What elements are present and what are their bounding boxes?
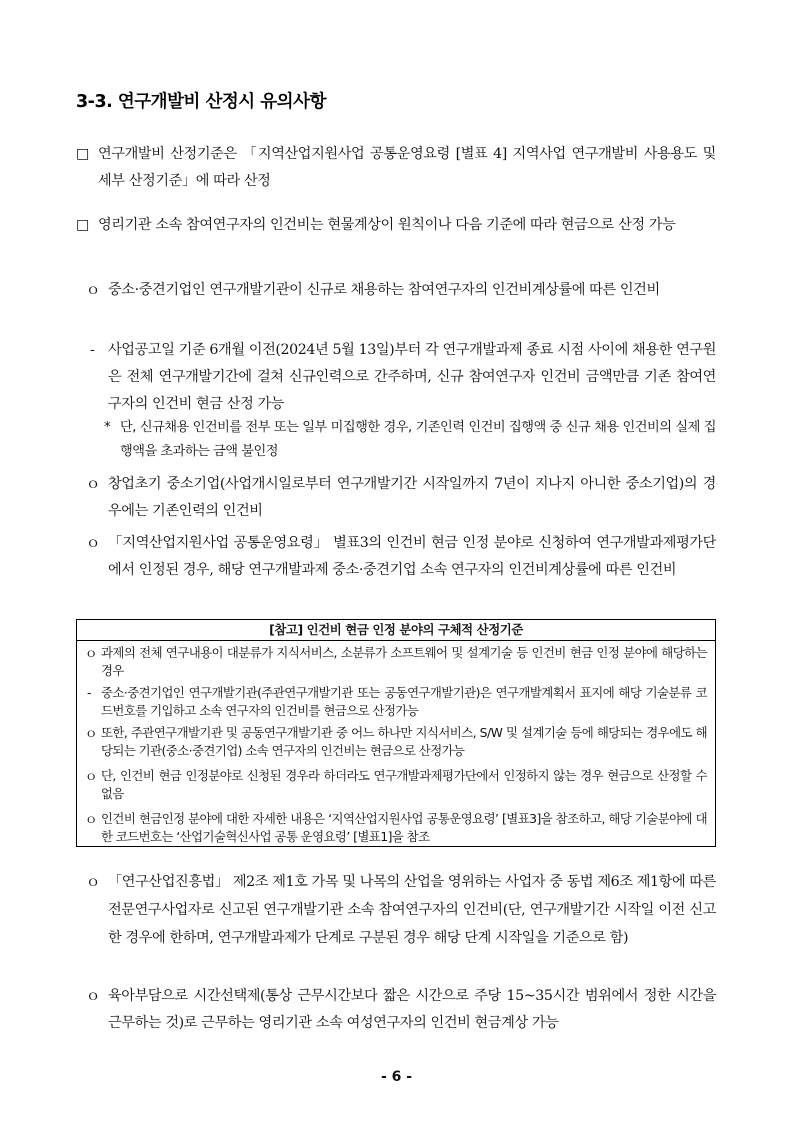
paragraph-text: 연구개발비 산정기준은 「지역산업지원사업 공통운영요령 [별표 4] 지역사업 연구개발비 사용용도 및 세부 산정기준」에 따라 산정	[98, 146, 716, 189]
paragraph-calculation-standard	[76, 141, 716, 195]
subitem-new-hire-period	[90, 337, 716, 418]
item-text: 중소·중견기업인 연구개발기관이 신규로 채용하는 참여연구자의 인건비계상률에 따른 인건비	[108, 282, 660, 298]
reference-item-see-appendix: ｏ 인건비 현금인정 분야에 대한 자세한 내용은 ‘지역산업지원사업 공통운영요령’ [별표3]을 참조하고, 해당 기술분야에 대한 코드번호는 ‘산업기술혁신사업 공통 운영요령’ [별표1]을 참조	[85, 811, 707, 844]
reference-item-classification-code: - 중소·중견기업인 연구개발기관(주관연구개발기관 또는 공동연구개발기관)은 연구개발계획서 표지에 해당 기술분류 코드번호를 기입하고 소속 연구자의 인건비를 현금으로 산정가능	[87, 685, 707, 718]
item-text: 「연구산업진흥법」 제2조 제1호 가목 및 나목의 산업을 영위하는 사업자 중 동법 제6조 제1항에 따른 전문연구사업자로 신고된 연구개발기관 소속 참여연구자의 인건비(단, 연구개발기간 시작일 이전 신고한 경우에 한하며, 연구개발과제가 단계로 구분된 경우 해당 단계 시작일을 기준으로 함)	[108, 874, 716, 946]
circle-bullet-icon: ｏ	[85, 725, 97, 740]
circle-bullet-icon: ｏ	[86, 874, 100, 890]
circle-bullet-icon: ｏ	[85, 645, 97, 660]
item-new-hire-personnel	[86, 277, 716, 304]
circle-bullet-icon: ｏ	[85, 811, 97, 826]
reference-box	[76, 619, 716, 847]
footnote-unspent-cost	[104, 416, 716, 464]
circle-bullet-icon: ｏ	[86, 476, 100, 492]
item-text: 「지역산업지원사업 공통운영요령」 별표3의 인건비 현금 인정 분야로 신청하여 연구개발과제평가단에서 인정된 경우, 해당 연구개발과제 중소·중견기업 소속 연구자의 인건비계상률에 따른 인건비	[108, 535, 716, 578]
reference-item-field-eligibility: ｏ 과제의 전체 연구내용이 대분류가 지식서비스, 소분류가 소프트웨어 및 설계기술 등 인건비 현금 인정 분야에 해당하는 경우	[85, 645, 707, 678]
circle-bullet-icon: ｏ	[86, 282, 100, 298]
item-part-time-female-researcher	[86, 983, 716, 1037]
section-title: 3-3. 연구개발비 산정시 유의사항	[76, 92, 326, 112]
asterisk-icon: *	[104, 420, 111, 435]
item-cash-recognized-field	[86, 530, 716, 584]
circle-bullet-icon: ｏ	[85, 768, 97, 783]
footnote-text: 단, 신규채용 인건비를 전부 또는 일부 미집행한 경우, 기존인력 인건비 집행액 중 신규 채용 인건비의 실제 집행액을 초과하는 금액 불인정	[120, 420, 716, 459]
square-bullet-icon: □	[76, 146, 90, 162]
reference-item-not-recognized: ｏ 단, 인건비 현금 인정분야로 신청된 경우라 하더라도 연구개발과제평가단에서 인정하지 않는 경우 현금으로 산정할 수 없음	[85, 768, 707, 801]
page-number: - 6 -	[380, 1069, 413, 1085]
dash-bullet-icon: -	[90, 342, 95, 358]
item-research-industry-act	[86, 868, 716, 952]
circle-bullet-icon: ｏ	[86, 535, 100, 551]
square-bullet-icon: □	[76, 217, 90, 233]
dash-bullet-icon: -	[87, 685, 91, 700]
item-text: 육아부담으로 시간선택제(통상 근무시간보다 짧은 시간으로 주당 15~35시간 범위에서 정한 시간을 근무하는 것)로 근무하는 영리기관 소속 여성연구자의 인건비 현금계상 가능	[108, 988, 716, 1031]
circle-bullet-icon: ｏ	[86, 988, 100, 1004]
reference-box-title: [참고] 인건비 현금 인정 분야의 구체적 산정기준	[77, 620, 715, 641]
subitem-text: 사업공고일 기준 6개월 이전(2024년 5월 13일)부터 각 연구개발과제 종료 시점 사이에 채용한 연구원은 전체 연구개발기간에 걸쳐 신규인력으로 간주하며, 신규 참여연구자 인건비 금액만큼 기존 참여연구자의 인건비 현금 산정 가능	[108, 342, 716, 412]
item-startup-company	[86, 471, 716, 525]
paragraph-text: 영리기관 소속 참여연구자의 인건비는 현물계상이 원칙이나 다음 기준에 따라 현금으로 산정 가능	[98, 217, 676, 233]
paragraph-personnel-cost-principle	[76, 212, 716, 239]
reference-item-partial-institution: ｏ 또한, 주관연구개발기관 및 공동연구개발기관 중 어느 하나만 지식서비스, S/W 및 설계기술 등에 해당되는 경우에도 해당되는 기관(중소·중견기업) 소속 연구자의 인건비는 현금으로 산정가능	[85, 725, 707, 758]
item-text: 창업초기 중소기업(사업개시일로부터 연구개발기간 시작일까지 7년이 지나지 아니한 중소기업)의 경우에는 기존인력의 인건비	[108, 476, 716, 519]
